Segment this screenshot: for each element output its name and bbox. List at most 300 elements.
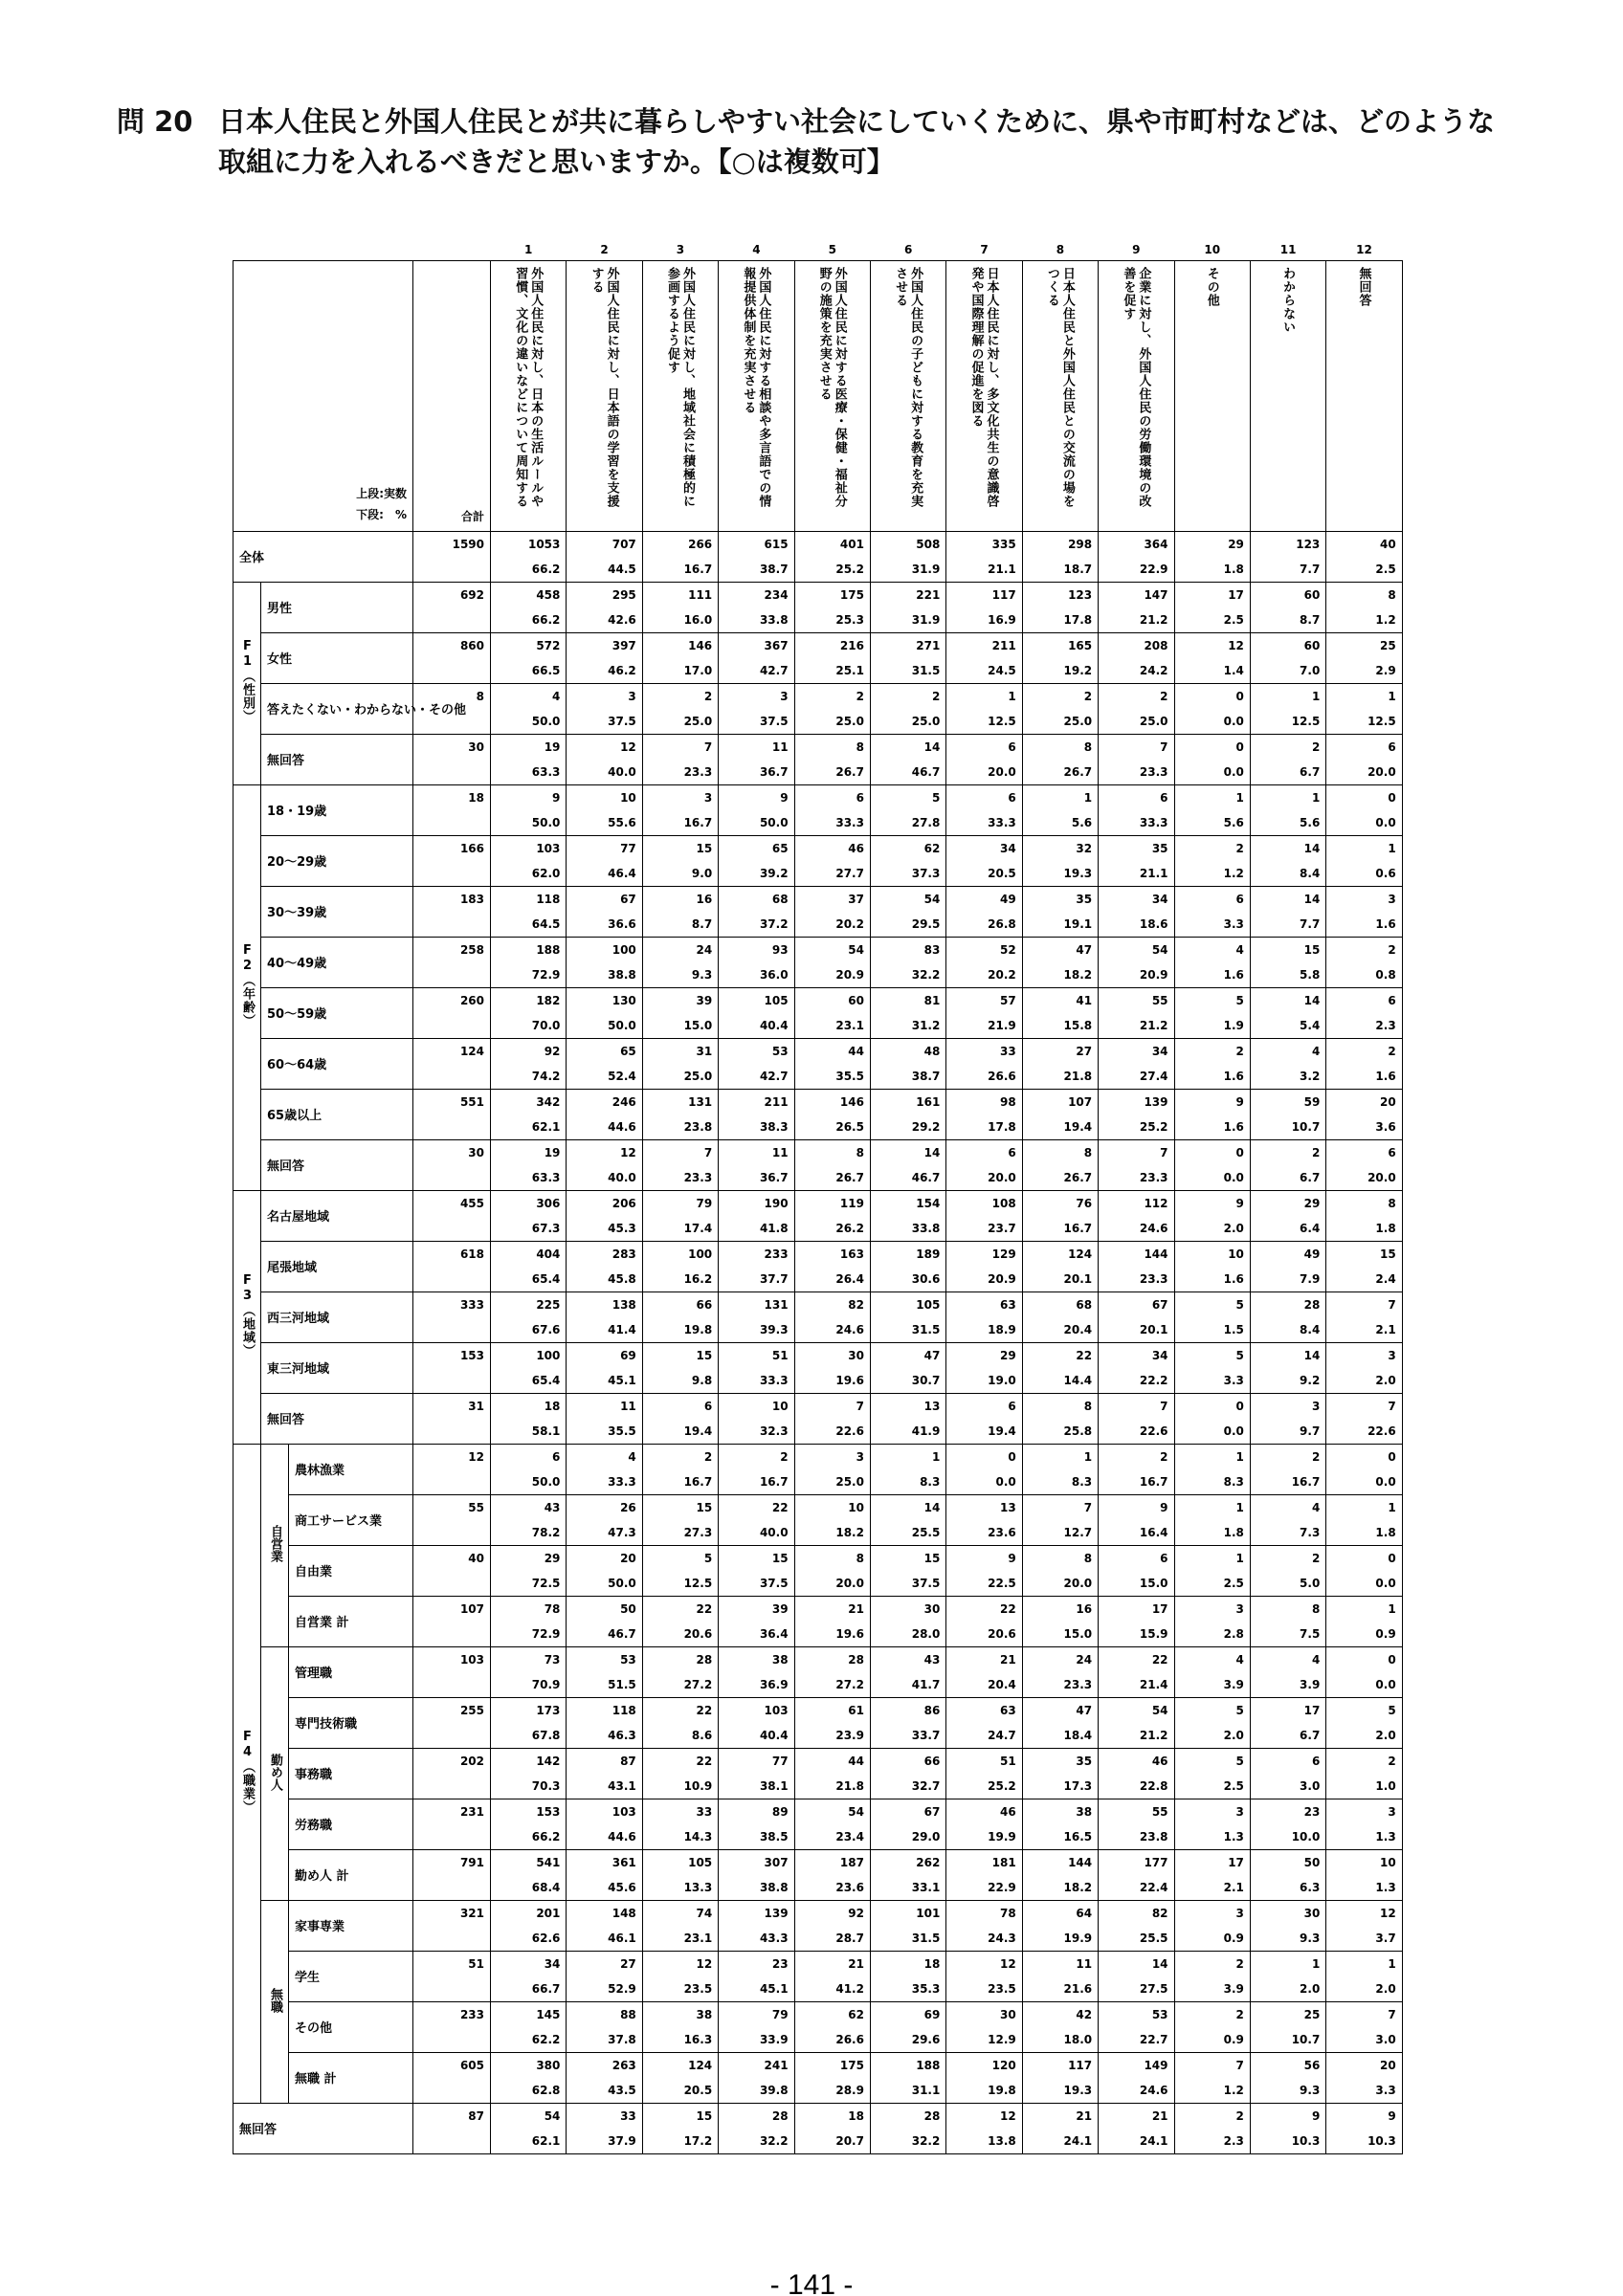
total-cell bbox=[413, 1900, 491, 1951]
count-value: 1 bbox=[1388, 1956, 1396, 1971]
count-value: 2 bbox=[703, 1449, 713, 1464]
data-cell bbox=[946, 835, 1022, 886]
percent-value: 50.0 bbox=[608, 1018, 636, 1032]
percent-value: 26.6 bbox=[835, 2032, 864, 2046]
percent-value: 2.0 bbox=[1223, 1728, 1244, 1742]
count-value: 129 bbox=[991, 1247, 1016, 1261]
count-value: 89 bbox=[771, 1804, 789, 1819]
percent-value: 0.6 bbox=[1375, 866, 1396, 880]
count-value: 8 bbox=[1388, 1196, 1396, 1210]
count-value: 7 bbox=[856, 1399, 864, 1413]
percent-value: 16.2 bbox=[683, 1271, 713, 1286]
count-value: 177 bbox=[1144, 1855, 1168, 1869]
data-cell bbox=[1099, 784, 1174, 835]
column-header-label: 無回答 bbox=[1356, 266, 1371, 307]
data-cell bbox=[794, 1139, 870, 1190]
percent-value: 36.0 bbox=[759, 967, 789, 982]
data-cell bbox=[1174, 1799, 1250, 1849]
count-value: 181 bbox=[991, 1855, 1016, 1869]
data-cell bbox=[1326, 1545, 1402, 1596]
count-value: 11 bbox=[620, 1399, 636, 1413]
data-cell bbox=[870, 987, 945, 1038]
percent-value: 0.0 bbox=[1223, 1170, 1244, 1184]
percent-value: 31.2 bbox=[911, 1018, 941, 1032]
data-cell bbox=[1250, 1393, 1325, 1444]
data-cell bbox=[1326, 1139, 1402, 1190]
count-value: 22 bbox=[771, 1500, 789, 1514]
count-value: 3 bbox=[1235, 1906, 1244, 1920]
percent-value: 25.2 bbox=[988, 1778, 1016, 1793]
count-value: 7 bbox=[1083, 1500, 1093, 1514]
table-row bbox=[233, 632, 1403, 683]
total-cell bbox=[413, 1444, 491, 1494]
count-value: 17 bbox=[1151, 1601, 1168, 1616]
count-value: 12 bbox=[1379, 1906, 1396, 1920]
data-cell bbox=[567, 1900, 642, 1951]
count-value: 0 bbox=[1388, 1551, 1396, 1565]
count-value: 33 bbox=[620, 2108, 636, 2123]
percent-value: 5.8 bbox=[1300, 967, 1321, 982]
count-value: 0 bbox=[1235, 689, 1244, 703]
percent-value: 9.8 bbox=[691, 1373, 713, 1387]
data-cell bbox=[1250, 1646, 1325, 1697]
count-value: 15 bbox=[923, 1551, 941, 1565]
percent-value: 66.5 bbox=[531, 663, 561, 677]
count-value: 49 bbox=[1000, 892, 1016, 906]
count-value: 241 bbox=[764, 2058, 789, 2072]
data-cell bbox=[567, 2001, 642, 2052]
percent-value: 17.8 bbox=[988, 1119, 1016, 1134]
percent-value: 2.9 bbox=[1375, 663, 1396, 677]
data-cell bbox=[1022, 937, 1098, 987]
count-value: 2 bbox=[1083, 689, 1093, 703]
percent-value: 38.8 bbox=[759, 1880, 789, 1894]
percent-value: 42.7 bbox=[759, 1069, 789, 1083]
count-value: 144 bbox=[1068, 1855, 1093, 1869]
percent-value: 23.8 bbox=[1139, 1829, 1168, 1843]
data-cell bbox=[567, 784, 642, 835]
data-cell bbox=[642, 1190, 718, 1241]
percent-value: 28.7 bbox=[835, 1931, 864, 1945]
data-cell bbox=[642, 1139, 718, 1190]
percent-value: 62.1 bbox=[531, 2133, 561, 2148]
data-cell bbox=[1250, 886, 1325, 937]
data-cell bbox=[642, 1292, 718, 1342]
count-value: 0 bbox=[1388, 1449, 1396, 1464]
data-cell bbox=[946, 1697, 1022, 1748]
data-cell bbox=[1174, 1139, 1250, 1190]
data-cell bbox=[1174, 835, 1250, 886]
percent-value: 20.9 bbox=[988, 1271, 1016, 1286]
count-value: 3 bbox=[780, 689, 789, 703]
percent-value: 19.8 bbox=[988, 2083, 1016, 2097]
percent-value: 45.1 bbox=[608, 1373, 636, 1387]
percent-value: 35.5 bbox=[835, 1069, 864, 1083]
data-cell bbox=[1099, 1748, 1174, 1799]
question-text: 日本人住民と外国人住民とが共に暮らしやすい社会にしていくために、県や市町村などは、どのような取組に力を入れるべきだと思いますか。【○は複数可】 bbox=[218, 105, 1496, 178]
data-cell bbox=[946, 1038, 1022, 1089]
data-cell bbox=[491, 835, 567, 886]
data-cell bbox=[1174, 886, 1250, 937]
count-value: 118 bbox=[611, 1703, 636, 1717]
row-label: 商工サービス業 bbox=[289, 1494, 413, 1545]
count-value: 4 bbox=[628, 1449, 636, 1464]
data-cell bbox=[870, 582, 945, 632]
percent-value: 3.7 bbox=[1375, 1931, 1396, 1945]
percent-value: 39.8 bbox=[759, 2083, 789, 2097]
column-header bbox=[567, 260, 642, 531]
data-cell bbox=[719, 2052, 794, 2103]
count-value: 2 bbox=[1235, 1044, 1244, 1058]
data-cell bbox=[719, 683, 794, 734]
data-cell bbox=[1099, 1596, 1174, 1646]
total-value: 231 bbox=[459, 1804, 484, 1819]
percent-value: 30.7 bbox=[911, 1373, 941, 1387]
percent-value: 28.9 bbox=[835, 2083, 864, 2097]
percent-value: 23.6 bbox=[988, 1525, 1016, 1539]
percent-value: 20.1 bbox=[1063, 1271, 1093, 1286]
percent-value: 19.6 bbox=[835, 1373, 864, 1387]
data-cell bbox=[719, 1799, 794, 1849]
count-value: 120 bbox=[991, 2058, 1016, 2072]
total-cell bbox=[413, 1292, 491, 1342]
percent-value: 46.2 bbox=[608, 663, 636, 677]
count-value: 28 bbox=[696, 1652, 713, 1667]
count-value: 6 bbox=[552, 1449, 561, 1464]
table-row bbox=[233, 1393, 1403, 1444]
count-value: 0 bbox=[1235, 1399, 1244, 1413]
table-row bbox=[233, 886, 1403, 937]
data-cell bbox=[567, 2052, 642, 2103]
column-number: 6 bbox=[903, 242, 913, 256]
count-value: 30 bbox=[1303, 1906, 1321, 1920]
data-cell bbox=[642, 937, 718, 987]
count-value: 35 bbox=[1151, 841, 1168, 855]
data-cell bbox=[870, 531, 945, 582]
count-value: 7 bbox=[1160, 1145, 1168, 1159]
count-value: 77 bbox=[620, 841, 636, 855]
percent-value: 8.3 bbox=[1071, 1474, 1093, 1489]
data-cell bbox=[567, 582, 642, 632]
count-value: 6 bbox=[1008, 790, 1016, 805]
count-value: 16 bbox=[1076, 1601, 1093, 1616]
count-value: 92 bbox=[848, 1906, 864, 1920]
data-cell bbox=[1174, 2052, 1250, 2103]
count-value: 34 bbox=[544, 1956, 561, 1971]
count-value: 18 bbox=[923, 1956, 941, 1971]
percent-value: 36.4 bbox=[759, 1626, 789, 1641]
data-cell bbox=[1326, 835, 1402, 886]
data-cell bbox=[1326, 1596, 1402, 1646]
count-value: 2 bbox=[856, 689, 864, 703]
data-cell bbox=[1099, 2052, 1174, 2103]
data-cell bbox=[946, 1494, 1022, 1545]
percent-value: 25.2 bbox=[1139, 1119, 1168, 1134]
count-value: 8 bbox=[1388, 587, 1396, 602]
percent-value: 19.4 bbox=[1063, 1119, 1093, 1134]
count-value: 163 bbox=[839, 1247, 864, 1261]
count-value: 234 bbox=[764, 587, 789, 602]
count-value: 10 bbox=[620, 790, 636, 805]
percent-value: 32.2 bbox=[911, 2133, 941, 2148]
data-cell bbox=[946, 1393, 1022, 1444]
total-value: 791 bbox=[459, 1855, 484, 1869]
count-value: 8 bbox=[1311, 1601, 1321, 1616]
count-value: 7 bbox=[1388, 2007, 1396, 2021]
percent-value: 22.6 bbox=[1139, 1424, 1168, 1438]
total-label: 合計 bbox=[460, 509, 484, 523]
total-value: 153 bbox=[459, 1348, 484, 1362]
count-value: 34 bbox=[1000, 841, 1016, 855]
data-cell bbox=[1022, 734, 1098, 784]
data-cell bbox=[1174, 987, 1250, 1038]
count-value: 46 bbox=[1151, 1754, 1168, 1768]
count-value: 7 bbox=[1160, 1399, 1168, 1413]
data-cell bbox=[1250, 1342, 1325, 1393]
percent-value: 18.2 bbox=[835, 1525, 864, 1539]
row-label: 名古屋地域 bbox=[261, 1190, 413, 1241]
data-cell bbox=[1174, 531, 1250, 582]
data-cell bbox=[1099, 2103, 1174, 2153]
percent-value: 28.0 bbox=[911, 1626, 941, 1641]
count-value: 17 bbox=[1228, 1855, 1244, 1869]
data-cell bbox=[1326, 1292, 1402, 1342]
percent-value: 33.3 bbox=[608, 1474, 636, 1489]
count-value: 2 bbox=[1160, 689, 1168, 703]
column-header bbox=[1174, 260, 1250, 531]
data-cell bbox=[1250, 1038, 1325, 1089]
count-value: 25 bbox=[1379, 638, 1396, 652]
data-cell bbox=[1250, 734, 1325, 784]
table-row bbox=[233, 582, 1403, 632]
count-value: 10 bbox=[1379, 1855, 1396, 1869]
percent-value: 8.3 bbox=[1223, 1474, 1244, 1489]
data-cell bbox=[1326, 2103, 1402, 2153]
percent-value: 2.0 bbox=[1375, 1728, 1396, 1742]
data-cell bbox=[1250, 2001, 1325, 2052]
data-cell bbox=[1250, 835, 1325, 886]
percent-value: 44.6 bbox=[608, 1829, 636, 1843]
total-cell bbox=[413, 632, 491, 683]
count-value: 145 bbox=[536, 2007, 561, 2021]
count-value: 1 bbox=[1235, 1449, 1244, 1464]
count-value: 361 bbox=[611, 1855, 636, 1869]
percent-value: 45.8 bbox=[608, 1271, 636, 1286]
percent-value: 46.4 bbox=[608, 866, 636, 880]
data-cell bbox=[1099, 1799, 1174, 1849]
row-label: 専門技術職 bbox=[289, 1697, 413, 1748]
percent-value: 25.5 bbox=[911, 1525, 941, 1539]
data-cell bbox=[1250, 1190, 1325, 1241]
percent-value: 37.7 bbox=[759, 1271, 789, 1286]
count-value: 11 bbox=[771, 1145, 789, 1159]
count-value: 148 bbox=[611, 1906, 636, 1920]
data-cell bbox=[1250, 1697, 1325, 1748]
count-value: 31 bbox=[696, 1044, 713, 1058]
count-value: 6 bbox=[1160, 1551, 1168, 1565]
count-value: 57 bbox=[1000, 993, 1016, 1007]
data-cell bbox=[870, 1596, 945, 1646]
count-value: 10 bbox=[848, 1500, 864, 1514]
total-cell bbox=[413, 1139, 491, 1190]
data-cell bbox=[642, 1748, 718, 1799]
percent-value: 26.7 bbox=[835, 764, 864, 779]
total-value: 692 bbox=[459, 587, 484, 602]
percent-value: 41.4 bbox=[608, 1322, 636, 1336]
column-header-label: 外国人住民に対し、日本の生活ルールや習慣、文化の違いなどについて周知する bbox=[513, 266, 544, 508]
count-value: 138 bbox=[611, 1297, 636, 1312]
data-cell bbox=[719, 835, 794, 886]
column-header-label: 外国人住民に対する医療・保健・福祉分野の施策を充実させる bbox=[816, 266, 847, 508]
count-value: 65 bbox=[771, 841, 789, 855]
data-cell bbox=[794, 1951, 870, 2001]
percent-value: 1.8 bbox=[1223, 562, 1244, 576]
percent-value: 0.0 bbox=[1223, 764, 1244, 779]
percent-value: 32.3 bbox=[759, 1424, 789, 1438]
percent-value: 19.6 bbox=[835, 1626, 864, 1641]
count-value: 131 bbox=[764, 1297, 789, 1312]
count-value: 175 bbox=[839, 2058, 864, 2072]
total-value: 8 bbox=[476, 689, 484, 703]
table-row bbox=[233, 1951, 1403, 2001]
data-cell bbox=[1250, 1494, 1325, 1545]
percent-value: 26.7 bbox=[1063, 1170, 1093, 1184]
percent-value: 21.2 bbox=[1139, 1018, 1168, 1032]
data-cell bbox=[1250, 2103, 1325, 2153]
percent-value: 0.9 bbox=[1375, 1626, 1396, 1641]
data-cell bbox=[1326, 1697, 1402, 1748]
data-cell bbox=[1022, 1444, 1098, 1494]
data-cell bbox=[719, 1748, 794, 1799]
data-cell bbox=[870, 1951, 945, 2001]
data-cell bbox=[567, 1038, 642, 1089]
table-row bbox=[233, 1038, 1403, 1089]
row-label: 無職 計 bbox=[289, 2052, 413, 2103]
data-cell bbox=[794, 784, 870, 835]
total-value: 551 bbox=[459, 1094, 484, 1109]
row-label: 60～64歳 bbox=[261, 1038, 413, 1089]
count-value: 12 bbox=[1000, 2108, 1016, 2123]
percent-value: 41.8 bbox=[759, 1221, 789, 1235]
percent-value: 15.0 bbox=[1139, 1576, 1168, 1590]
count-value: 55 bbox=[1151, 1804, 1168, 1819]
data-cell bbox=[1022, 1190, 1098, 1241]
count-value: 42 bbox=[1076, 2007, 1093, 2021]
count-value: 117 bbox=[991, 587, 1016, 602]
data-cell bbox=[1250, 1292, 1325, 1342]
count-value: 4 bbox=[1235, 1652, 1244, 1667]
percent-value: 17.2 bbox=[683, 2133, 713, 2148]
data-cell bbox=[1174, 1444, 1250, 1494]
count-value: 38 bbox=[696, 2007, 713, 2021]
count-value: 189 bbox=[916, 1247, 941, 1261]
percent-value: 25.0 bbox=[911, 714, 941, 728]
legend-lower: 下段: % bbox=[356, 507, 407, 521]
data-cell bbox=[1174, 1646, 1250, 1697]
row-label: 全体 bbox=[233, 531, 413, 582]
data-cell bbox=[794, 886, 870, 937]
percent-value: 20.4 bbox=[1063, 1322, 1093, 1336]
count-value: 67 bbox=[923, 1804, 941, 1819]
percent-value: 46.3 bbox=[608, 1728, 636, 1742]
data-cell bbox=[567, 632, 642, 683]
percent-value: 35.5 bbox=[608, 1424, 636, 1438]
data-cell bbox=[794, 1292, 870, 1342]
data-cell bbox=[946, 1444, 1022, 1494]
percent-value: 70.0 bbox=[531, 1018, 561, 1032]
data-cell bbox=[794, 1038, 870, 1089]
count-value: 37 bbox=[848, 892, 864, 906]
percent-value: 70.9 bbox=[531, 1677, 561, 1691]
percent-value: 1.2 bbox=[1223, 866, 1244, 880]
data-cell bbox=[1174, 1241, 1250, 1292]
data-cell bbox=[1326, 1494, 1402, 1545]
percent-value: 2.3 bbox=[1223, 2133, 1244, 2148]
group-label bbox=[233, 582, 261, 784]
data-cell bbox=[946, 886, 1022, 937]
data-cell bbox=[491, 1596, 567, 1646]
count-value: 38 bbox=[771, 1652, 789, 1667]
percent-value: 5.6 bbox=[1071, 815, 1093, 829]
data-cell bbox=[1250, 1089, 1325, 1139]
data-cell bbox=[946, 1799, 1022, 1849]
percent-value: 20.1 bbox=[1139, 1322, 1168, 1336]
percent-value: 65.4 bbox=[531, 1271, 561, 1286]
data-cell bbox=[946, 987, 1022, 1038]
percent-value: 20.5 bbox=[683, 2083, 713, 2097]
data-cell bbox=[642, 1444, 718, 1494]
group-label bbox=[233, 784, 261, 1190]
percent-value: 29.0 bbox=[911, 1829, 941, 1843]
column-header bbox=[1326, 260, 1402, 531]
percent-value: 66.2 bbox=[531, 1829, 561, 1843]
percent-value: 27.2 bbox=[683, 1677, 713, 1691]
percent-value: 18.2 bbox=[1063, 1880, 1093, 1894]
count-value: 175 bbox=[839, 587, 864, 602]
count-value: 541 bbox=[536, 1855, 561, 1869]
table-row bbox=[233, 1139, 1403, 1190]
count-value: 21 bbox=[1000, 1652, 1016, 1667]
count-value: 161 bbox=[916, 1094, 941, 1109]
count-value: 66 bbox=[696, 1297, 713, 1312]
column-header bbox=[491, 260, 567, 531]
row-label: 答えたくない・わからない・その他 bbox=[261, 683, 413, 734]
data-cell bbox=[491, 1545, 567, 1596]
count-value: 5 bbox=[1235, 1703, 1244, 1717]
count-value: 9 bbox=[1160, 1500, 1168, 1514]
percent-value: 22.9 bbox=[1139, 562, 1168, 576]
data-cell bbox=[1326, 1849, 1402, 1900]
percent-value: 29.2 bbox=[911, 1119, 941, 1134]
percent-value: 19.9 bbox=[988, 1829, 1016, 1843]
count-value: 211 bbox=[764, 1094, 789, 1109]
total-value: 1590 bbox=[452, 537, 484, 551]
percent-value: 18.0 bbox=[1063, 2032, 1093, 2046]
count-value: 364 bbox=[1144, 537, 1168, 551]
count-value: 69 bbox=[923, 2007, 941, 2021]
percent-value: 17.0 bbox=[683, 663, 713, 677]
data-cell bbox=[1250, 2052, 1325, 2103]
data-cell bbox=[567, 987, 642, 1038]
data-cell bbox=[1326, 1393, 1402, 1444]
percent-value: 50.0 bbox=[531, 1474, 561, 1489]
data-cell bbox=[1022, 1596, 1098, 1646]
data-cell bbox=[794, 2052, 870, 2103]
count-value: 53 bbox=[771, 1044, 789, 1058]
count-value: 187 bbox=[839, 1855, 864, 1869]
column-number: 12 bbox=[1356, 242, 1372, 256]
percent-value: 0.9 bbox=[1223, 2032, 1244, 2046]
